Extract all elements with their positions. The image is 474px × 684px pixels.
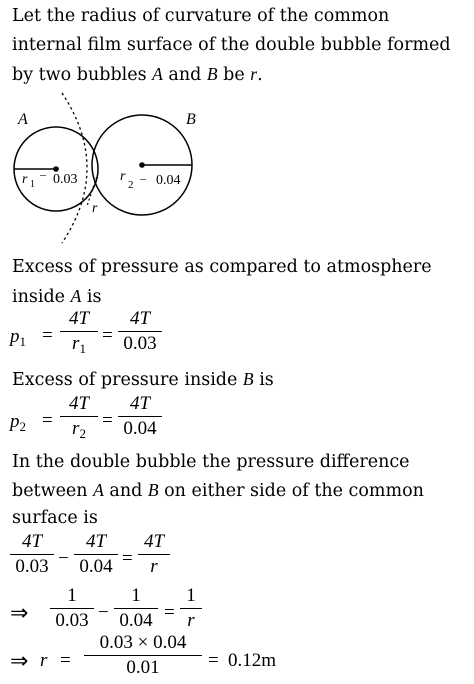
eq1-frac1-bar [60, 331, 98, 332]
r2-value: 0.04 [156, 173, 181, 188]
eq2-frac2-numerator: 4T [129, 393, 151, 414]
section1-text-1: Excess of pressure as compared to atmosphere [12, 257, 432, 277]
section3-text-2a: between [12, 481, 94, 501]
r1-symbol: r [22, 172, 28, 187]
label-b: B [186, 111, 196, 128]
eq5-result: 0.12m [228, 650, 277, 671]
intro-line-1 [12, 4, 389, 28]
eq1-r1-symbol: r [72, 333, 80, 354]
eq2-fraction-2 [118, 393, 162, 440]
intro-symbol-r: r [250, 64, 258, 84]
eq5-frac-bar [84, 655, 202, 656]
eq4-frac3-numerator: 1 [186, 585, 196, 606]
eq5-lhs-r: r [40, 650, 48, 671]
equation-1 [10, 305, 210, 361]
section3-line-1 [12, 450, 410, 474]
eq3-frac1-numerator: 4T [21, 531, 43, 552]
intro-text-1: Let the radius of curvature of the common [12, 6, 390, 26]
eq2-frac2-denominator: 0.04 [123, 418, 157, 439]
eq1-frac2-bar [118, 331, 162, 332]
section3-symbol-a: A [93, 480, 104, 500]
r1-value: 0.03 [53, 172, 78, 187]
eq3-frac3-numerator: 4T [143, 531, 165, 552]
eq2-p-subscript: 2 [19, 419, 26, 434]
section3-text-2b: and [103, 481, 148, 501]
eq1-r1-subscript: 1 [79, 341, 86, 356]
eq1-fraction-2 [118, 308, 162, 355]
eq2-frac1-numerator: 4T [68, 393, 90, 414]
intro-text-3a: by two bubbles [12, 65, 153, 85]
r2-dash: – [140, 171, 146, 185]
section3-text-1: In the double bubble the pressure difference [12, 452, 410, 472]
eq3-frac1-denominator: 0.03 [15, 556, 49, 577]
eq2-lhs [10, 411, 26, 435]
eq1-p-subscript: 1 [19, 334, 26, 349]
eq2-r2-subscript: 2 [79, 426, 86, 441]
eq3-fraction-3 [138, 531, 170, 578]
eq2-frac2-bar [118, 416, 162, 417]
eq3-frac1-bar [10, 554, 54, 555]
eq5-fraction [84, 632, 202, 679]
eq3-fraction-2 [74, 531, 118, 578]
eq3-fraction-1 [10, 531, 54, 578]
center-a-dot [53, 166, 59, 172]
eq1-lhs [10, 326, 26, 350]
r1-subscript: 1 [30, 179, 35, 190]
label-a: A [18, 111, 28, 128]
section2-line [12, 367, 274, 392]
intro-text-3d: . [257, 65, 263, 85]
double-bubble-figure [0, 88, 220, 248]
eq4-fraction-1 [50, 585, 94, 632]
intro-symbol-b: B [206, 64, 218, 84]
eq2-equals-2: = [102, 410, 113, 431]
r1-dash: – [40, 167, 46, 181]
equation-2 [10, 390, 210, 446]
eq5-equals-2: = [208, 650, 219, 671]
eq1-equals-2: = [102, 325, 113, 346]
intro-text-3b: and [162, 65, 207, 85]
eq4-frac1-denominator: 0.03 [55, 610, 89, 631]
eq3-frac3-bar [138, 554, 170, 555]
eq2-frac1-bar [60, 416, 98, 417]
eq5-implies-arrow: ⇒ [10, 648, 29, 673]
r-label: r [92, 201, 98, 216]
eq5-equals-1: = [60, 650, 71, 671]
intro-line-3 [12, 62, 263, 87]
eq3-frac3-denominator: r [150, 556, 158, 577]
eq1-equals-1: = [42, 325, 53, 346]
eq4-frac3-denominator: r [187, 610, 195, 631]
r2-subscript: 2 [128, 179, 134, 191]
section1-text-2b: is [81, 287, 102, 307]
eq4-equals: = [164, 602, 175, 623]
section3-line-2 [12, 478, 424, 503]
section2-text-a: Excess of pressure inside [12, 370, 243, 390]
section3-line-3 [12, 506, 98, 530]
eq1-fraction-1 [60, 308, 98, 360]
eq4-frac2-numerator: 1 [131, 585, 141, 606]
section3-text-3: surface is [12, 508, 98, 528]
eq4-fraction-3 [180, 585, 202, 632]
eq4-frac2-denominator: 0.04 [119, 610, 153, 631]
eq2-r2-symbol: r [72, 418, 80, 439]
intro-text-3c: be [217, 65, 251, 85]
eq2-frac1-denominator [60, 418, 98, 445]
eq4-frac2-bar [114, 608, 158, 609]
eq2-fraction-1 [60, 393, 98, 445]
eq3-frac2-numerator: 4T [85, 531, 107, 552]
section3-symbol-b: B [147, 480, 159, 500]
eq1-frac1-denominator [60, 333, 98, 360]
intro-text-2: internal film surface of the double bubble formed [12, 35, 451, 55]
eq4-implies-arrow: ⇒ [10, 600, 29, 625]
eq3-equals: = [122, 548, 133, 569]
section2-text-b: is [253, 370, 274, 390]
section3-text-2c: on either side of the common [158, 481, 424, 501]
equation-3 [10, 528, 210, 584]
eq4-minus: − [98, 602, 109, 623]
r2-symbol: r [120, 169, 126, 184]
section1-text-2a: inside [12, 287, 71, 307]
section1-symbol-a: A [70, 286, 82, 306]
section2-symbol-b: B [242, 369, 254, 389]
eq4-frac1-bar [50, 608, 94, 609]
eq4-fraction-2 [114, 585, 158, 632]
eq1-frac1-numerator: 4T [68, 308, 90, 329]
equation-5 [10, 632, 310, 684]
intro-symbol-a: A [152, 64, 163, 84]
eq4-frac3-bar [180, 608, 202, 609]
eq3-frac2-denominator: 0.04 [79, 556, 113, 577]
equation-4 [10, 582, 230, 638]
eq4-frac1-numerator: 1 [67, 585, 77, 606]
common-surface-arc [62, 93, 87, 243]
center-b-dot [139, 162, 145, 168]
eq5-frac-denominator: 0.01 [126, 657, 160, 678]
eq1-p-symbol: p [10, 326, 20, 347]
intro-line-2 [12, 33, 451, 57]
eq5-frac-numerator: 0.03 × 0.04 [99, 632, 187, 653]
section1-line-1 [12, 255, 432, 279]
eq3-minus: − [58, 548, 69, 569]
eq1-frac2-denominator: 0.03 [123, 333, 157, 354]
eq1-frac2-numerator: 4T [129, 308, 151, 329]
eq2-p-symbol: p [10, 411, 20, 432]
eq3-frac2-bar [74, 554, 118, 555]
eq2-equals-1: = [42, 410, 53, 431]
